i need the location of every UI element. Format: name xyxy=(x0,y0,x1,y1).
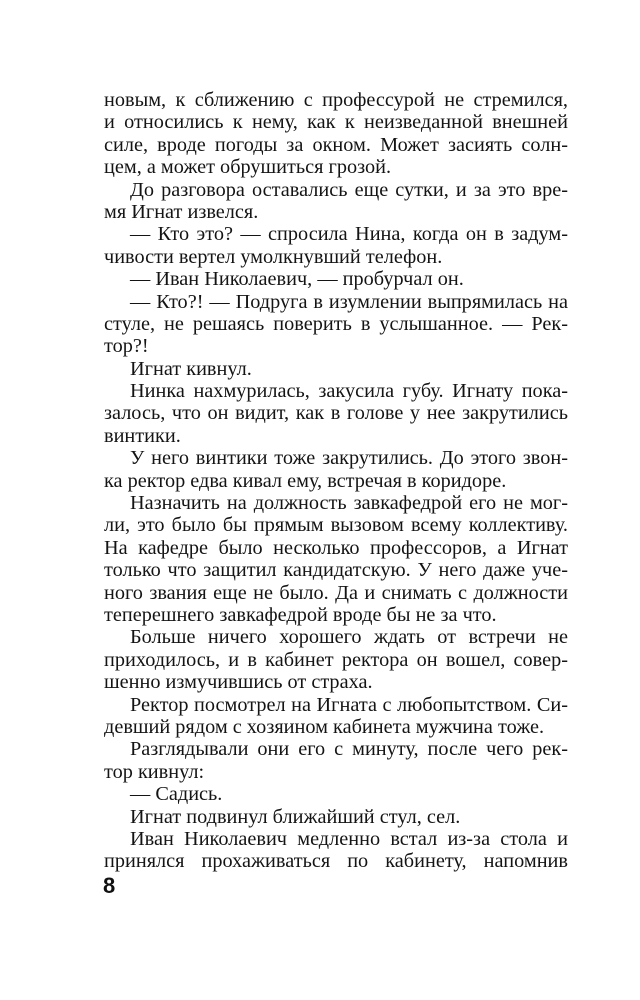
text-line: ли, это было бы прямым вызовом всему коллективу. xyxy=(104,514,568,537)
text-line: винтики. xyxy=(104,424,181,447)
text-line: — Кто это? — спросила Нина, когда он в задум- xyxy=(130,223,568,246)
text-line: Ректор посмотрел на Игната с любопытством. Си- xyxy=(130,693,568,716)
paragraph xyxy=(104,223,568,268)
paragraph xyxy=(104,828,568,873)
text-line: До разговора оставались еще сутки, и за это вре- xyxy=(130,178,568,201)
text-line: мя Игнат извелся. xyxy=(104,200,259,223)
text-line: теперешнего завкафедрой вроде бы не за что. xyxy=(104,603,497,626)
paragraph xyxy=(104,738,568,783)
text-line: Больше ничего хорошего ждать от встречи не xyxy=(130,626,568,649)
paragraph xyxy=(104,358,568,380)
text-line: Игнат кивнул. xyxy=(130,357,252,380)
text-line: — Кто?! — Подруга в изумлении выпрямилась на xyxy=(130,290,568,313)
text-line: Игнат подвинул ближайший стул, сел. xyxy=(130,805,461,828)
text-line: стуле, не решаясь поверить в услышанное. — Рек- xyxy=(104,312,568,335)
paragraph xyxy=(104,268,568,290)
text-line: залось, что он видит, как в голове у нее закрутились xyxy=(104,402,568,425)
text-line: силе, вроде погоды за окном. Может засиять солн- xyxy=(104,133,568,156)
paragraph xyxy=(104,492,568,626)
text-line: цем, а может обрушиться грозой. xyxy=(104,156,392,179)
text-line: чивости вертел умолкнувший телефон. xyxy=(104,245,443,268)
text-line: тор кивнул: xyxy=(104,760,205,783)
text-line: тор?! xyxy=(104,335,149,358)
text-line: — Садись. xyxy=(130,783,223,806)
paragraph xyxy=(104,291,568,358)
text-line: девший рядом с хозяином кабинета мужчина тоже. xyxy=(104,715,545,738)
text-line: шенно измучившись от страха. xyxy=(104,671,373,694)
text-line: и относились к нему, как к неизведанной внешней xyxy=(104,111,568,134)
paragraph xyxy=(104,694,568,739)
text-line: ного звания еще не было. Да и снимать с должности xyxy=(104,581,568,604)
text-line: только что защитил кандидатскую. У него даже уче- xyxy=(104,559,568,582)
text-line: У него винтики тоже закрутились. До этого звон- xyxy=(130,447,568,470)
paragraph xyxy=(104,179,568,224)
paragraph xyxy=(104,447,568,492)
text-line: ка ректор едва кивал ему, встречая в коридоре. xyxy=(104,469,507,492)
text-line: новым, к сближению с профессурой не стремился, xyxy=(104,89,568,111)
page-number: 8 xyxy=(103,873,116,898)
text-line: На кафедре было несколько профессоров, а Игнат xyxy=(104,536,568,559)
text-line: приходилось, и в кабинет ректора он вошел, совер- xyxy=(104,648,568,671)
text-line: Нинка нахмурилась, закусила губу. Игнату пока- xyxy=(130,380,568,403)
paragraph xyxy=(104,89,568,179)
text-line: Разглядывали они его с минуту, после чего рек- xyxy=(130,738,568,761)
text-line: Иван Николаевич медленно встал из-за стола и xyxy=(130,827,568,850)
body-text xyxy=(104,89,568,873)
paragraph xyxy=(104,380,568,447)
paragraph xyxy=(104,806,568,828)
text-line: — Иван Николаевич, — пробурчал он. xyxy=(130,268,464,291)
text-line: принялся прохаживаться по кабинету, напомнив xyxy=(104,850,568,873)
text-line: Назначить на должность завкафедрой его не мог- xyxy=(130,492,568,515)
paragraph xyxy=(104,626,568,693)
paragraph xyxy=(104,783,568,805)
